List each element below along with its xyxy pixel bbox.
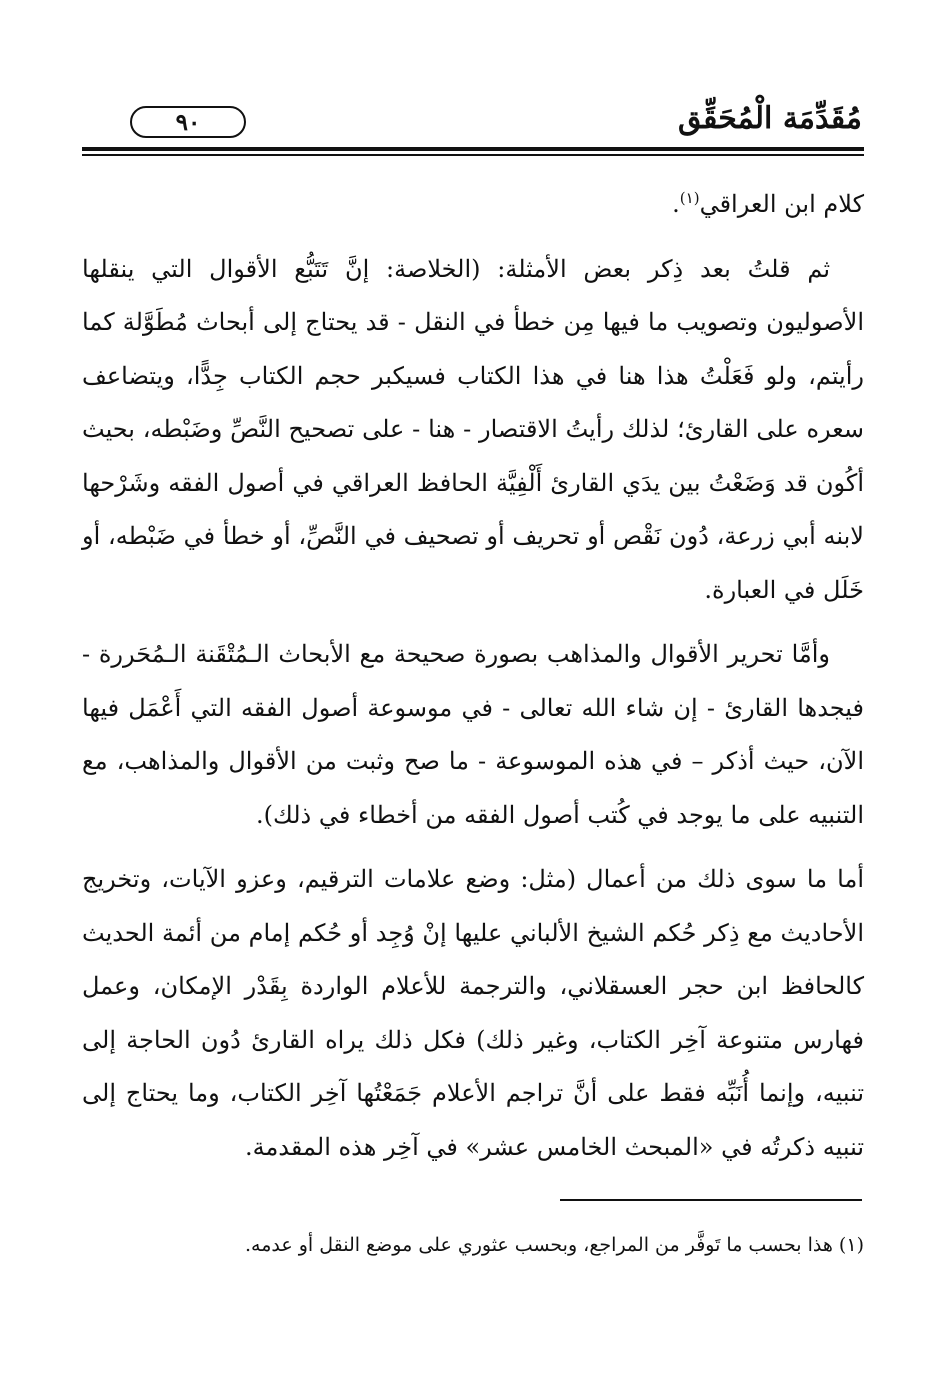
header-rule-thick: [82, 147, 864, 151]
page-number-badge: [130, 106, 246, 138]
header-rule-thin: [82, 154, 864, 156]
body-text: [82, 178, 864, 1174]
paragraph-2: ثم قلتُ بعد ذِكر بعض الأمثلة: (الخلاصة: إنَّ تَتَبُّع الأقوال التي ينقلها الأصوليون وتصويب ما فيها مِن خطأ في النقل - قد يحتاج إلى أبحاث مُطَوَّلة كما رأيتم، ولو فَعَلْتُ هذا هنا في هذا الكتاب فسيكبر حجم الكتاب جِدًّا، ويتضاعف سعره على القارئ؛ لذلك رأيتُ الاقتصار - هنا - على تصحيح النَّصِّ وضَبْطه، بحيث أكُون قد وَضَعْتُ بين يدَي القارئ أَلْفِيَّة الحافظ العراقي في أصول الفقه وشَرْحها لابنه أبي زرعة، دُون نَقْص أو تحريف أو تصحيف في النَّصِّ، أو خطأ في ضَبْطه، أو خَلَل في العبارة.: [82, 254, 864, 604]
footnote: (١) هذا بحسب ما تَوفَّر من المراجع، وبحسب عثوري على موضع النقل أو عدمه.: [244, 1234, 864, 1256]
paragraph-3: وأمَّا تحرير الأقوال والمذاهب بصورة صحيحة مع الأبحاث الـمُتْقَنة الـمُحَررة - فيجدها القارئ - إن شاء الله تعالى - في موسوعة أصول الفقه التي أَعْمَل فيها الآن، حيث أذكر – في هذه الموسوعة - ما صح وثبت من الأقوال والمذاهب، مع التنبيه على ما يوجد في كُتب أصول الفقه من أخطاء في ذلك).: [82, 640, 864, 829]
running-title: مُقَدِّمَة الْمُحَقِّق: [678, 101, 862, 136]
paragraph-4: أما ما سوى ذلك من أعمال (مثل: وضع علامات الترقيم، وعزو الآيات، وتخريج الأحاديث مع ذِكر حُكم الشيخ الألباني عليها إنْ وُجِد أو حُكم إمام من أئمة الحديث كالحافظ ابن حجر العسقلاني، والترجمة للأعلام الواردة بِقَدْر الإمكان، وعمل فهارس متنوعة آخِر الكتاب، وغير ذلك) فكل ذلك يراه القارئ دُون الحاجة إلى تنبيه، وإنما أُنَبِّه فقط على أنَّ تراجم الأعلام جَمَعْتُها آخِر الكتاب، وما يحتاج إلى تنبيه ذكرتُه في «المبحث الخامس عشر» في آخِر هذه المقدمة.: [82, 865, 864, 1161]
paragraph-1: [82, 178, 864, 232]
page-number: ٩٠: [175, 108, 201, 136]
footnote-reference: (١): [679, 189, 700, 207]
paragraph-1-end: .: [672, 190, 680, 218]
footnote-separator: [560, 1199, 862, 1201]
page-header: [82, 92, 864, 154]
paragraph-1-text: كلام ابن العراقي: [699, 190, 864, 218]
